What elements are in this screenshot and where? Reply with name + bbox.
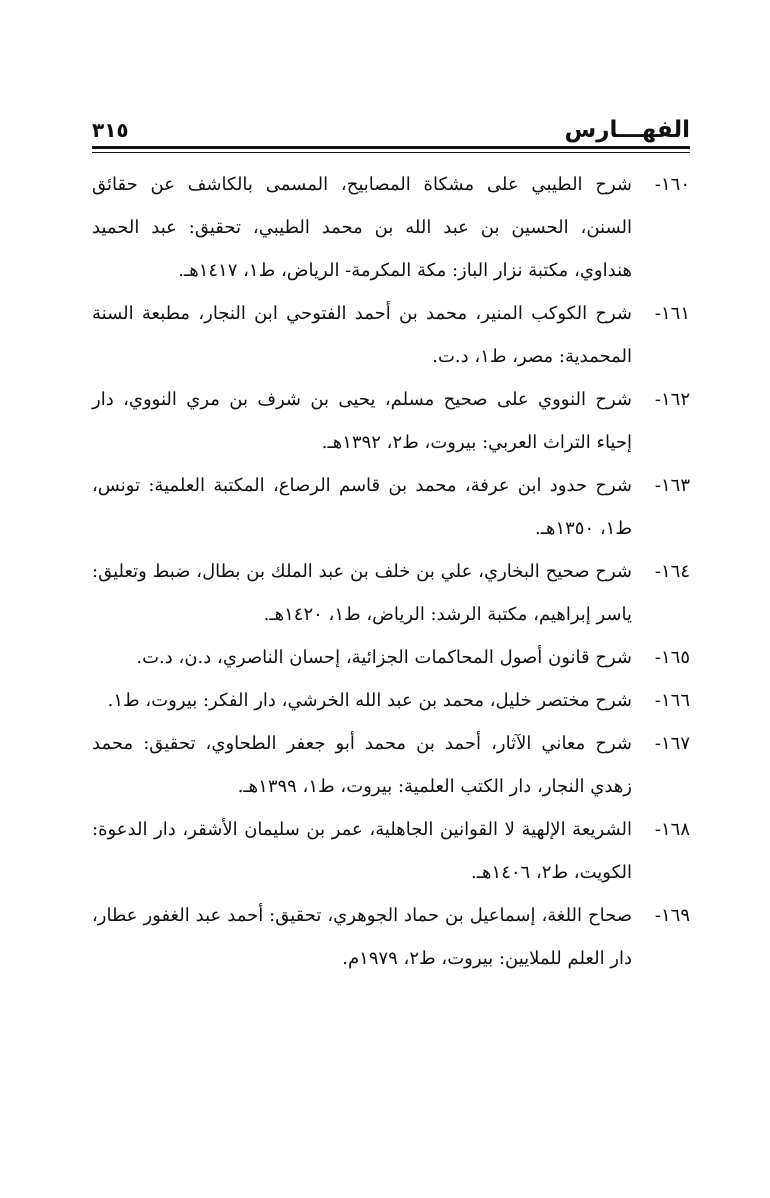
entry-number: ١٦٧- [654, 733, 690, 754]
entry-text: شرح الطيبي على مشكاة المصابيح، المسمى بالكاشف عن حقائق السنن، الحسين بن عبد الله بن محمد الطيبي، تحقيق: عبد الحميد هنداوي، مكتبة نزار الباز: مكة المكرمة- الرياض، ط١، ١٤١٧هـ. [92, 174, 632, 281]
entry-text: شرح صحيح البخاري، علي بن خلف بن عبد الملك بن بطال، ضبط وتعليق: ياسر إبراهيم، مكتبة الرشد: الرياض، ط١، ١٤٢٠هـ. [92, 561, 632, 625]
bibliography-entry-163 [92, 464, 690, 550]
entry-text: صحاح اللغة، إسماعيل بن حماد الجوهري، تحقيق: أحمد عبد الغفور عطار، دار العلم للملايين: بيروت، ط٢، ١٩٧٩م. [92, 905, 632, 969]
entry-text: شرح مختصر خليل، محمد بن عبد الله الخرشي، دار الفكر: بيروت، ط١. [107, 690, 632, 711]
header-rule-thick [92, 146, 690, 149]
bibliography-entry-167 [92, 722, 690, 808]
bibliography-list [92, 163, 690, 980]
bibliography-entry-165 [92, 636, 690, 679]
entry-number: ١٦٦- [654, 690, 690, 711]
header-rule-thin [92, 152, 690, 153]
entry-number: ١٦١- [654, 303, 690, 324]
entry-text: شرح النووي على صحيح مسلم، يحيى بن شرف بن مري النووي، دار إحياء التراث العربي: بيروت، ط٢، ١٣٩٢هـ. [92, 389, 632, 453]
entry-number: ١٦٩- [654, 905, 690, 926]
bibliography-entry-162 [92, 378, 690, 464]
page-header [92, 110, 690, 144]
entry-number: ١٦٣- [654, 475, 690, 496]
bibliography-entry-161 [92, 292, 690, 378]
bibliography-entry-160 [92, 163, 690, 292]
entry-number: ١٦٢- [654, 389, 690, 410]
entry-text: شرح معاني الآثار، أحمد بن محمد أبو جعفر الطحاوي، تحقيق: محمد زهدي النجار، دار الكتب العلمية: بيروت، ط١، ١٣٩٩هـ. [92, 733, 632, 797]
bibliography-entry-166 [92, 679, 690, 722]
entry-text: شرح حدود ابن عرفة، محمد بن قاسم الرصاع، المكتبة العلمية: تونس، ط١، ١٣٥٠هـ. [92, 475, 632, 539]
entry-number: ١٦٠- [654, 174, 690, 195]
page-number: ٣١٥ [92, 118, 129, 142]
entry-text: شرح الكوكب المنير، محمد بن أحمد الفتوحي ابن النجار، مطبعة السنة المحمدية: مصر، ط١، د.ت. [92, 303, 632, 367]
bibliography-entry-164 [92, 550, 690, 636]
bibliography-entry-169 [92, 894, 690, 980]
section-title: الفهـــارس [564, 117, 690, 143]
entry-text: شرح قانون أصول المحاكمات الجزائية، إحسان الناصري، د.ن، د.ت. [136, 647, 632, 668]
entry-number: ١٦٤- [654, 561, 690, 582]
entry-number: ١٦٨- [654, 819, 690, 840]
entry-text: الشريعة الإلهية لا القوانين الجاهلية، عمر بن سليمان الأشقر، دار الدعوة: الكويت، ط٢، ١٤٠٦هـ. [92, 819, 632, 883]
bibliography-entry-168 [92, 808, 690, 894]
entry-number: ١٦٥- [654, 647, 690, 668]
